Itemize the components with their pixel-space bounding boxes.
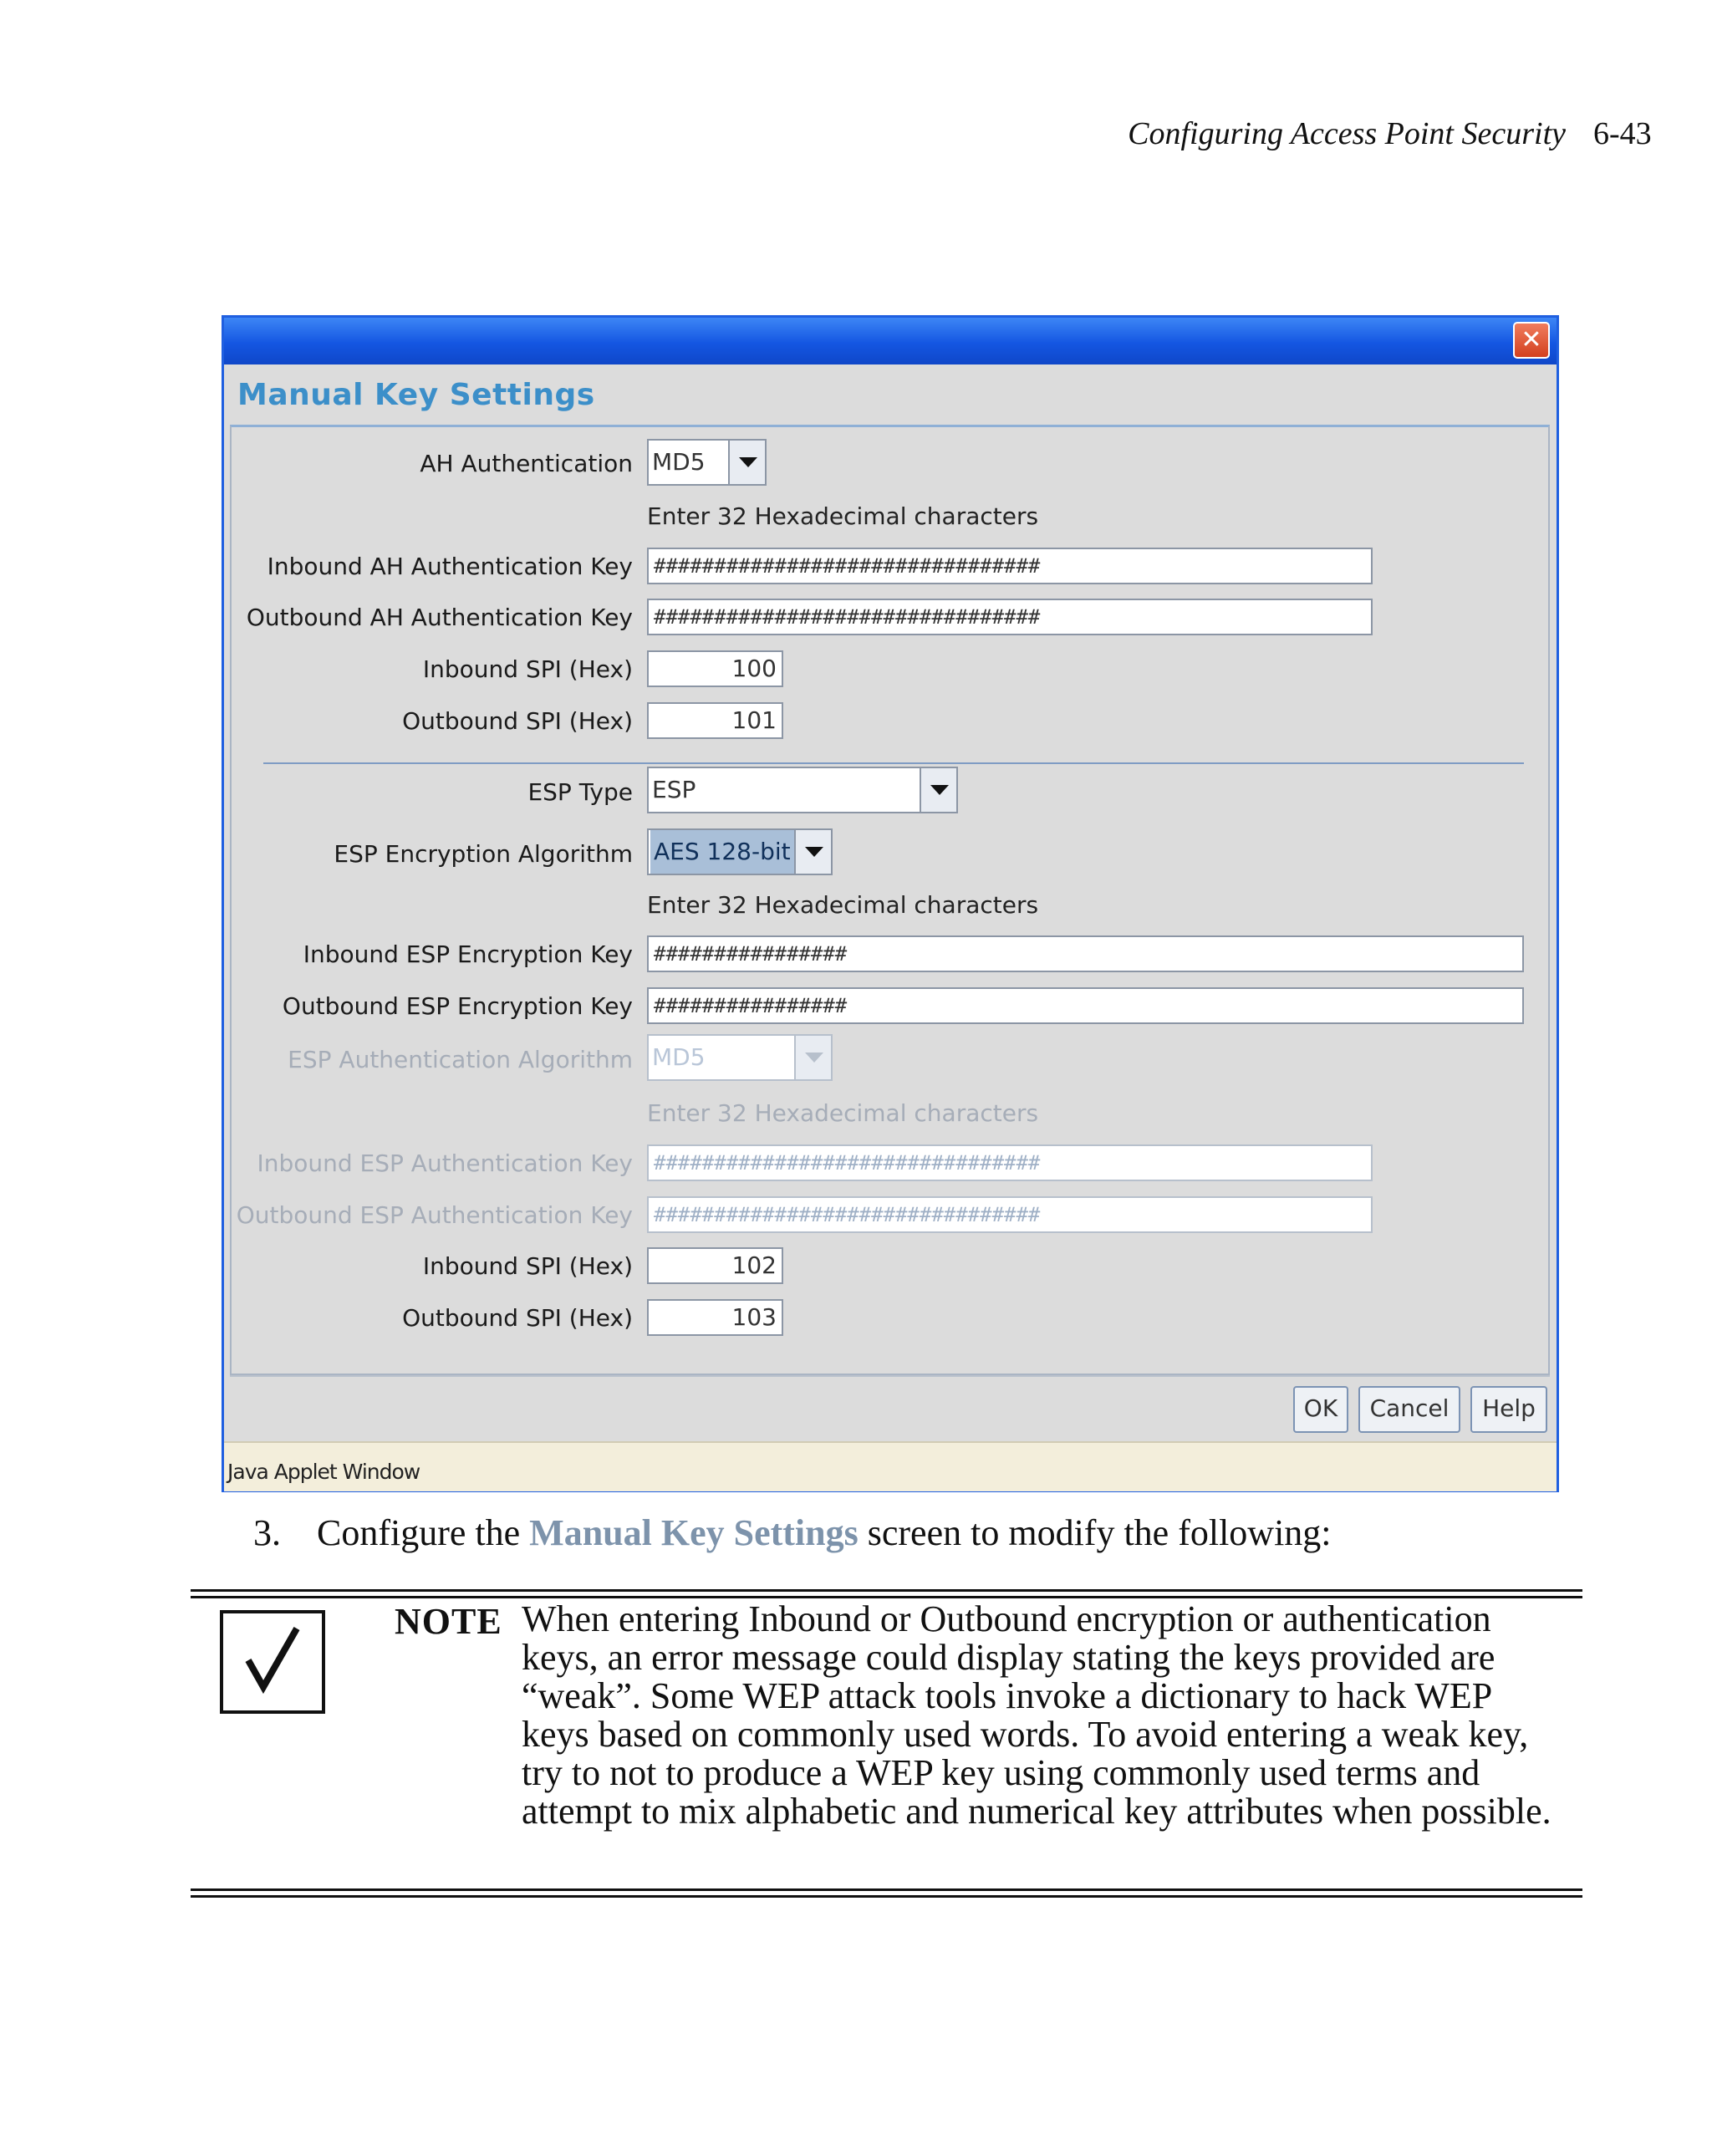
manual-key-settings-dialog [222,315,1559,1492]
status-bar [224,1441,1557,1491]
manual-key-settings-link: Manual Key Settings [529,1512,859,1553]
esp-encryption-hex-hint: Enter 32 Hexadecimal characters [647,891,1039,919]
ah-outbound-spi-input[interactable]: 101 [647,702,783,739]
esp-authentication-algorithm-label: ESP Authentication Algorithm [288,1046,633,1073]
ah-authentication-label: AH Authentication [420,450,633,477]
ah-authentication-select[interactable] [647,439,767,486]
outbound-esp-encryption-key-input[interactable]: ################ [647,987,1524,1024]
ah-outbound-spi-label: Outbound SPI (Hex) [402,707,633,735]
inbound-esp-authentication-key-input: ################################ [647,1144,1373,1181]
esp-encryption-algorithm-value: AES 128-bit [650,830,794,874]
ah-inbound-spi-input[interactable]: 100 [647,650,783,687]
outbound-ah-key-label: Outbound AH Authentication Key [246,604,633,631]
dialog-heading: Manual Key Settings [237,378,595,412]
step-text [317,1511,1332,1554]
step-prefix: Configure the [317,1512,530,1553]
outbound-ah-key-input[interactable]: ################################ [647,599,1373,635]
esp-inbound-spi-input[interactable]: 102 [647,1247,783,1284]
note-label: NOTE [395,1601,502,1642]
chevron-down-icon[interactable] [728,441,765,484]
note-top-rule [191,1589,1582,1592]
page-number: 6-43 [1593,116,1652,151]
esp-type-select[interactable] [647,767,958,813]
esp-authentication-hex-hint: Enter 32 Hexadecimal characters [647,1099,1039,1127]
esp-encryption-algorithm-label: ESP Encryption Algorithm [334,840,633,868]
outbound-esp-authentication-key-label: Outbound ESP Authentication Key [236,1201,633,1229]
inbound-esp-encryption-key-input[interactable]: ################ [647,935,1524,972]
esp-type-label: ESP Type [527,778,633,806]
note-text: When entering Inbound or Outbound encryption or authentication keys, an error message could display stating the keys provided are “weak”. Some WEP attack tools invoke a dictionary to hack WEP keys based on commonly used words. To avoid entering a weak key, try to not to produce a WEP key using commonly used terms and attempt to mix alphabetic and numerical key attributes when possible. [522,1598,1552,1832]
settings-panel [230,425,1550,1375]
outbound-esp-encryption-key-label: Outbound ESP Encryption Key [282,992,633,1020]
button-bar-divider [230,1375,1550,1377]
ah-authentication-value: MD5 [652,448,706,476]
esp-outbound-spi-label: Outbound SPI (Hex) [402,1304,633,1332]
outbound-esp-authentication-key-input: ################################ [647,1196,1373,1233]
cancel-button[interactable]: Cancel [1358,1386,1460,1433]
esp-authentication-algorithm-value: MD5 [652,1043,706,1071]
inbound-esp-authentication-key-label: Inbound ESP Authentication Key [257,1149,633,1177]
section-title: Configuring Access Point Security [1128,116,1566,151]
ah-inbound-spi-label: Inbound SPI (Hex) [422,655,633,683]
status-bar-text: Java Applet Window [227,1460,420,1484]
checkmark-icon [220,1610,325,1714]
ok-button[interactable]: OK [1293,1386,1348,1433]
note-bottom-rule [191,1895,1582,1898]
inbound-esp-encryption-key-label: Inbound ESP Encryption Key [303,940,633,968]
note-bottom-rule-inner [191,1888,1582,1891]
ah-hex-hint: Enter 32 Hexadecimal characters [647,502,1039,530]
chevron-down-icon[interactable] [794,830,831,874]
esp-authentication-algorithm-select [647,1034,833,1081]
inbound-ah-key-input[interactable]: ################################ [647,548,1373,584]
close-icon[interactable]: ✕ [1513,322,1550,359]
esp-encryption-algorithm-select[interactable] [647,828,833,875]
esp-outbound-spi-input[interactable]: 103 [647,1299,783,1336]
chevron-down-icon [794,1036,831,1079]
help-button[interactable]: Help [1470,1386,1547,1433]
title-bar [224,318,1557,364]
esp-type-value: ESP [652,776,696,803]
inbound-ah-key-label: Inbound AH Authentication Key [267,553,633,580]
esp-inbound-spi-label: Inbound SPI (Hex) [422,1252,633,1280]
step-suffix: screen to modify the following: [858,1512,1332,1553]
chevron-down-icon[interactable] [920,768,956,812]
step-number: 3. [253,1512,281,1553]
section-divider [263,762,1524,764]
